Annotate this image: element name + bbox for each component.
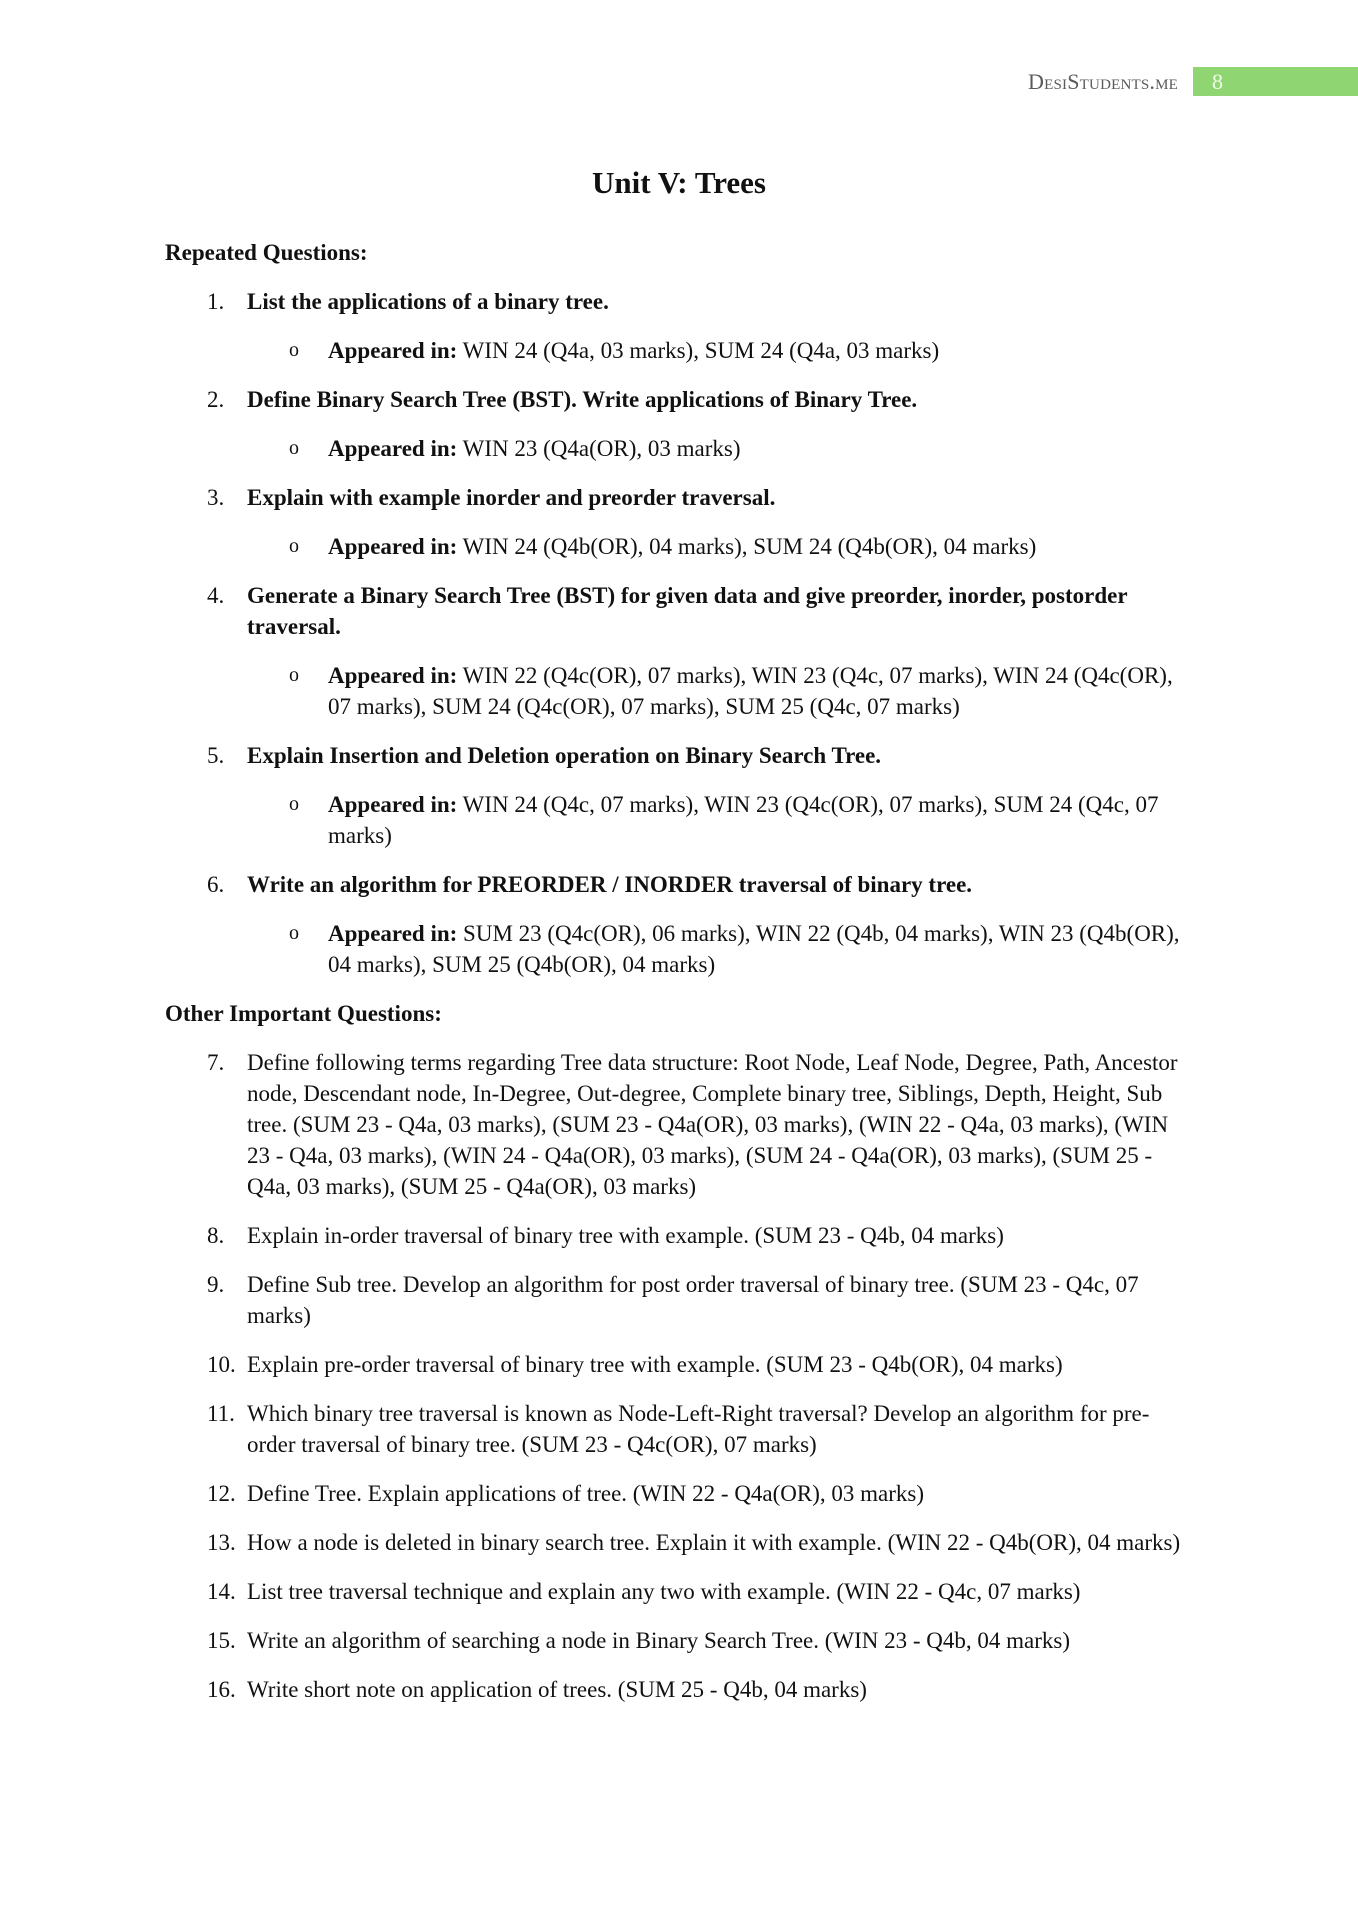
appeared-in-item: [165, 531, 1185, 562]
section-heading-repeated: Repeated Questions:: [165, 240, 368, 265]
page-header: [0, 67, 1358, 97]
question-number: 2.: [207, 387, 225, 412]
question-item: [165, 1220, 1185, 1251]
question-text: Explain pre-order traversal of binary tree with example. (SUM 23 - Q4b(OR), 04 marks): [247, 1352, 1063, 1377]
question-item: [165, 869, 1185, 900]
page-number-bar: [1193, 67, 1358, 96]
appeared-in-item: [165, 335, 1185, 366]
question-text: Define Binary Search Tree (BST). Write applications of Binary Tree.: [247, 387, 918, 412]
appeared-in-label: Appeared in:: [328, 663, 458, 688]
question-number: 13.: [207, 1530, 236, 1555]
question-text: Which binary tree traversal is known as Node-Left-Right traversal? Develop an algorithm for pre-order traversal of binary tree. (SUM 23 - Q4c(OR), 07 marks): [247, 1401, 1150, 1457]
circle-bullet-icon: o: [289, 922, 299, 944]
appeared-in-text: WIN 24 (Q4a, 03 marks), SUM 24 (Q4a, 03 marks): [462, 338, 940, 363]
question-text: Generate a Binary Search Tree (BST) for given data and give preorder, inorder, postorder traversal.: [247, 583, 1128, 639]
question-number: 10.: [207, 1352, 236, 1377]
question-text: Write an algorithm of searching a node in Binary Search Tree. (WIN 23 - Q4b, 04 marks): [247, 1628, 1071, 1653]
question-number: 11.: [207, 1401, 235, 1426]
appeared-in-label: Appeared in:: [328, 534, 458, 559]
circle-bullet-icon: o: [289, 339, 299, 361]
question-number: 4.: [207, 583, 225, 608]
other-questions-list: [165, 1047, 1185, 1705]
question-text: List tree traversal technique and explain any two with example. (WIN 22 - Q4c, 07 marks): [247, 1579, 1081, 1604]
question-text: Define Tree. Explain applications of tree. (WIN 22 - Q4a(OR), 03 marks): [247, 1481, 925, 1506]
question-item: [165, 1269, 1185, 1331]
question-text: List the applications of a binary tree.: [247, 289, 609, 314]
question-item: [165, 1625, 1185, 1656]
page-title: Unit V: Trees: [592, 165, 766, 200]
question-number: 1.: [207, 289, 225, 314]
question-number: 16.: [207, 1677, 236, 1702]
question-number: 15.: [207, 1628, 236, 1653]
appeared-in-text: WIN 22 (Q4c(OR), 07 marks), WIN 23 (Q4c, 07 marks), WIN 24 (Q4c(OR), 07 marks), SUM 24 (Q4c(OR), 07 marks), SUM 25 (Q4c, 07 marks): [328, 663, 1173, 719]
question-item: [165, 482, 1185, 513]
question-number: 7.: [207, 1050, 225, 1075]
circle-bullet-icon: o: [289, 664, 299, 686]
question-text: How a node is deleted in binary search tree. Explain it with example. (WIN 22 - Q4b(OR), 04 marks): [247, 1530, 1181, 1555]
question-number: 5.: [207, 743, 225, 768]
document-body: [165, 237, 1185, 1723]
circle-bullet-icon: o: [289, 437, 299, 459]
appeared-in-text: SUM 23 (Q4c(OR), 06 marks), WIN 22 (Q4b, 04 marks), WIN 23 (Q4b(OR), 04 marks), SUM 25 (Q4b(OR), 04 marks): [328, 921, 1180, 977]
question-text: Write short note on application of trees. (SUM 25 - Q4b, 04 marks): [247, 1677, 867, 1702]
question-number: 9.: [207, 1272, 225, 1297]
appeared-in-label: Appeared in:: [328, 338, 458, 363]
appeared-in-label: Appeared in:: [328, 792, 458, 817]
question-text: Explain Insertion and Deletion operation on Binary Search Tree.: [247, 743, 882, 768]
question-item: [165, 384, 1185, 415]
question-text: Define following terms regarding Tree data structure: Root Node, Leaf Node, Degree, Path, Ancestor node, Descendant node, In-Degree, Out-degree, Complete binary tree, Siblings, Depth, Height, Sub tree. (SUM 23 - Q4a, 03 marks), (SUM 23 - Q4a(OR), 03 marks), (WIN 22 - Q4a, 03 marks), (WIN 23 - Q4a, 03 marks), (WIN 24 - Q4a(OR), 03 marks), (SUM 24 - Q4a(OR), 03 marks), (SUM 25 - Q4a, 03 marks), (SUM 25 - Q4a(OR), 03 marks): [247, 1050, 1178, 1199]
appeared-in-item: [165, 433, 1185, 464]
question-item: [165, 580, 1185, 642]
appeared-in-text: WIN 24 (Q4b(OR), 04 marks), SUM 24 (Q4b(OR), 04 marks): [462, 534, 1037, 559]
question-text: Write an algorithm for PREORDER / INORDER traversal of binary tree.: [247, 872, 973, 897]
question-number: 6.: [207, 872, 225, 897]
appeared-in-item: [165, 789, 1185, 851]
question-item: [165, 1576, 1185, 1607]
section-heading-other: Other Important Questions:: [165, 1001, 442, 1026]
appeared-in-text: WIN 24 (Q4c, 07 marks), WIN 23 (Q4c(OR), 07 marks), SUM 24 (Q4c, 07 marks): [328, 792, 1159, 848]
circle-bullet-icon: o: [289, 793, 299, 815]
circle-bullet-icon: o: [289, 535, 299, 557]
question-text: Define Sub tree. Develop an algorithm for post order traversal of binary tree. (SUM 23 - Q4c, 07 marks): [247, 1272, 1139, 1328]
question-item: [165, 1349, 1185, 1380]
question-item: [165, 286, 1185, 317]
appeared-in-item: [165, 660, 1185, 722]
appeared-in-label: Appeared in:: [328, 436, 458, 461]
question-text: Explain in-order traversal of binary tree with example. (SUM 23 - Q4b, 04 marks): [247, 1223, 1004, 1248]
question-item: [165, 1527, 1185, 1558]
question-number: 12.: [207, 1481, 236, 1506]
question-item: [165, 740, 1185, 771]
question-number: 8.: [207, 1223, 225, 1248]
question-item: [165, 1674, 1185, 1705]
question-text: Explain with example inorder and preorder traversal.: [247, 485, 776, 510]
appeared-in-item: [165, 918, 1185, 980]
question-item: [165, 1047, 1185, 1202]
page-number: 8: [1212, 69, 1223, 94]
question-number: 14.: [207, 1579, 236, 1604]
question-item: [165, 1398, 1185, 1460]
appeared-in-label: Appeared in:: [328, 921, 458, 946]
repeated-questions-list: [165, 286, 1185, 980]
question-number: 3.: [207, 485, 225, 510]
question-item: [165, 1478, 1185, 1509]
site-name: DesiStudents.me: [1028, 69, 1178, 94]
appeared-in-text: WIN 23 (Q4a(OR), 03 marks): [462, 436, 741, 461]
